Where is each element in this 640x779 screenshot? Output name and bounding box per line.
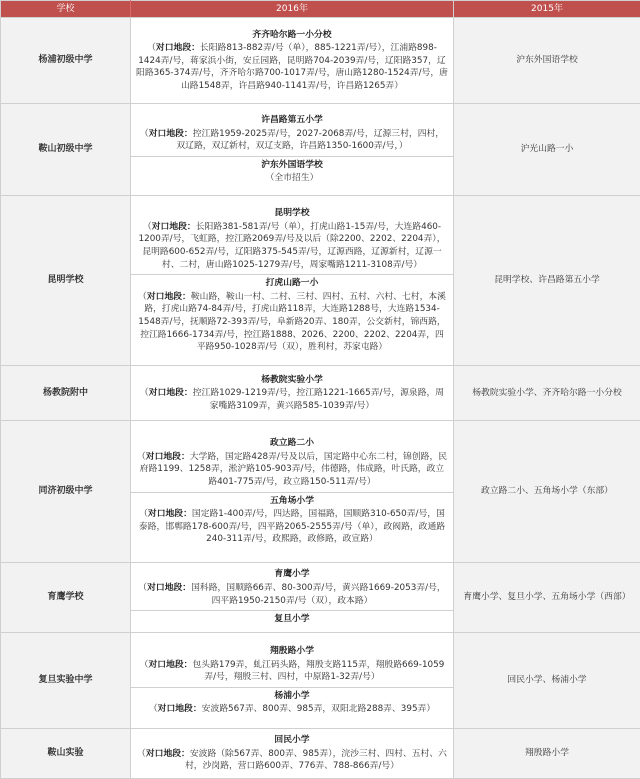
primary-school-name: 育鹰小学 <box>274 569 310 580</box>
paren-open: （ <box>139 659 149 670</box>
primary-school-name: 齐齐哈尔路一小分校 <box>252 29 332 40</box>
header-school: 学校 <box>1 1 131 18</box>
district-cell-2016 <box>131 633 454 729</box>
enrollment-note: （全市招生） <box>265 173 319 184</box>
school-name: 杨浦初级中学 <box>1 18 131 104</box>
table-row <box>1 421 640 563</box>
primary-school-name: 回民小学 <box>274 735 310 746</box>
district-cell-2016 <box>131 104 454 196</box>
district-text: 控江路1959-2025弄/号，2027-2068弄/号，辽源三村，四村，双辽路，双辽新村，双辽支路，许昌路1350-1600弄/号，） <box>176 128 445 152</box>
primary-school-name: 复旦小学 <box>274 614 310 625</box>
header-2016: 2016年 <box>131 1 454 18</box>
school-2015: 翔殷路小学 <box>454 729 640 779</box>
paren-open: （ <box>138 582 148 593</box>
paren-open: （ <box>147 43 156 54</box>
district-label: 对口地段： <box>151 221 196 232</box>
district-label: 对口地段： <box>148 388 193 399</box>
school-2015: 昆明学校、许昌路第五小学 <box>454 196 640 366</box>
district-cell-2016 <box>131 366 454 421</box>
table-header <box>1 1 640 18</box>
paren-open: （ <box>138 291 147 302</box>
primary-school-name: 昆明学校 <box>274 208 310 219</box>
primary-school-block <box>136 114 448 153</box>
table-row <box>1 196 640 366</box>
district-label: 对口地段： <box>147 509 192 520</box>
paren-open: （ <box>148 704 158 715</box>
primary-school-name: 政立路二小 <box>270 438 314 449</box>
district-label: 对口地段： <box>147 582 192 593</box>
district-text: 控江路1029-1219弄/号，控江路1221-1665弄/号，源泉路，周家嘴路3109弄，黄兴路585-1039弄/号） <box>192 388 445 411</box>
school-2015: 沪光山路一小 <box>454 104 640 196</box>
district-label: 对口地段： <box>145 748 190 759</box>
district-text: 长阳路381-581弄/号（单），打虎山路1-15弄/号，大连路460-1200弄/号，飞虹路，控江路2069弄/号及以后（除2200、2202、2204弄），昆明路600-652弄/号，辽阳路375-545弄/号，辽源西路，辽源新村，辽源一村、二村，唐山路1025-1279弄/号，周家嘴路1211-3108弄/号） <box>138 221 446 270</box>
table-row <box>1 729 640 779</box>
table-row <box>1 18 640 104</box>
school-2015: 回民小学、杨浦小学 <box>454 633 640 729</box>
primary-school-block <box>136 613 448 626</box>
divider <box>131 687 453 688</box>
paren-open: （ <box>139 388 149 399</box>
primary-school-name: 杨教院实验小学 <box>261 374 323 385</box>
primary-school-block <box>136 568 448 607</box>
primary-school-name: 杨浦小学 <box>274 690 310 701</box>
school-name: 昆明学校 <box>1 196 131 366</box>
table-row <box>1 563 640 633</box>
school-2015: 沪东外国语学校 <box>454 18 640 104</box>
divider <box>131 274 453 275</box>
divider <box>131 610 453 611</box>
district-text: 安波路（除567弄、800弄、985弄），浣沙三村、四村、五村、六村，沙岗路，营口路600弄、776弄、788-866弄/号） <box>184 748 447 772</box>
district-cell-2016 <box>131 421 454 563</box>
school-name: 杨教院附中 <box>1 366 131 421</box>
paren-open: （ <box>142 221 152 232</box>
table-row <box>1 633 640 729</box>
primary-school-block <box>136 495 448 546</box>
primary-school-name: 许昌路第五小学 <box>261 115 323 126</box>
district-label: 对口地段： <box>148 659 193 670</box>
divider <box>131 492 453 493</box>
table-row <box>1 366 640 421</box>
paren-open: （ <box>139 128 149 139</box>
district-label: 对口地段： <box>148 128 193 139</box>
district-label: 对口地段： <box>145 451 190 462</box>
primary-school-block <box>136 374 448 413</box>
district-text: 国定路1-400弄/号，四达路，国福路，国顺路310-650弄/号，国泰路，邯郸路178-600弄/号，四平路2065-2555弄/号（单），政阀路，政通路240-311弄/号，政熙路，政修路，政宣路） <box>138 509 446 545</box>
primary-school-name: 打虎山路一小 <box>265 278 319 289</box>
school-2015: 育鹰小学、复旦小学、五角场小学（西部） <box>454 563 640 633</box>
paren-open: （ <box>139 509 148 520</box>
school-name: 鞍山初级中学 <box>1 104 131 196</box>
table-row <box>1 104 640 196</box>
paren-open: （ <box>136 451 146 462</box>
school-2015: 杨教院实验小学、齐齐哈尔路一小分校 <box>454 366 640 421</box>
district-text: 鞍山路，鞍山一村、二村、三村、四村、五村、六村、七村，本溪路，打虎山路74-84弄/号，打虎山路118弄，大连路1288号，大连路1534-1548弄/号，抚顺路72-393弄/号，阜新路20弄、180弄，公交新村，锦西路，控江路1666-1734弄/号，控江路1888、2026、2200、2202、2204弄，四平路950-1028弄/号（双），胜利村，苏家屯路） <box>138 291 446 353</box>
district-text: 安波路567弄、800弄、985弄，双阳北路288弄、395弄） <box>201 704 436 715</box>
primary-school-block <box>136 690 448 716</box>
school-2015: 政立路二小、五角场小学（东部） <box>454 421 640 563</box>
divider <box>131 156 453 157</box>
district-cell-2016 <box>131 729 454 779</box>
district-text: 包头路179弄，虬江码头路，翔殷支路115弄，翔殷路669-1059弄/号，翔殷三村、四村，中原路1-32弄/号） <box>192 659 445 683</box>
district-label: 对口地段： <box>157 704 202 715</box>
primary-school-name: 五角场小学 <box>270 495 314 506</box>
primary-school-block <box>136 159 448 185</box>
district-label: 对口地段： <box>155 43 200 54</box>
district-cell-2016 <box>131 563 454 633</box>
district-label: 对口地段： <box>146 291 191 302</box>
primary-school-block <box>136 207 448 271</box>
school-name: 同济初级中学 <box>1 421 131 563</box>
district-cell-2016 <box>131 196 454 366</box>
paren-open: （ <box>137 748 146 759</box>
school-name: 鞍山实验 <box>1 729 131 779</box>
primary-school-block <box>136 645 448 684</box>
table-body <box>1 18 640 779</box>
school-name: 育鹰学校 <box>1 563 131 633</box>
header-row <box>1 1 640 18</box>
school-name: 复旦实验中学 <box>1 633 131 729</box>
district-text: 长阳路813-882弄/号（单），885-1221弄/号），江浦路898-1424弄/号，蒋家浜小街，安丘园路，昆明路704-2039弄/号，辽阳路357，辽阳路365-374弄/号，齐齐哈尔路700-1017弄/号，唐山路1280-1524弄/号，唐山路1548弄，许昌路940-1141弄/号，许昌路1265弄） <box>136 43 448 91</box>
primary-school-name: 沪东外国语学校 <box>261 159 323 170</box>
header-2015: 2015年 <box>454 1 640 18</box>
primary-school-block <box>136 437 448 488</box>
district-cell-2016 <box>131 18 454 104</box>
district-text: 大学路，国定路428弄/号及以后，国定路中心东二村，锦创路，民府路1199、1258弄，淞沪路105-903弄/号，伟德路，伟成路，叶氏路，政立路401-775弄/号，政立路150-511弄/号） <box>139 451 448 487</box>
primary-school-block <box>136 277 448 354</box>
primary-school-name: 翔殷路小学 <box>270 646 314 657</box>
district-text: 国科路，国顺路66弄、80-300弄/号，黄兴路1669-2053弄/号，四平路1950-2150弄/号（双），政本路） <box>191 582 446 606</box>
primary-school-block <box>136 734 448 773</box>
primary-school-block <box>136 29 448 93</box>
